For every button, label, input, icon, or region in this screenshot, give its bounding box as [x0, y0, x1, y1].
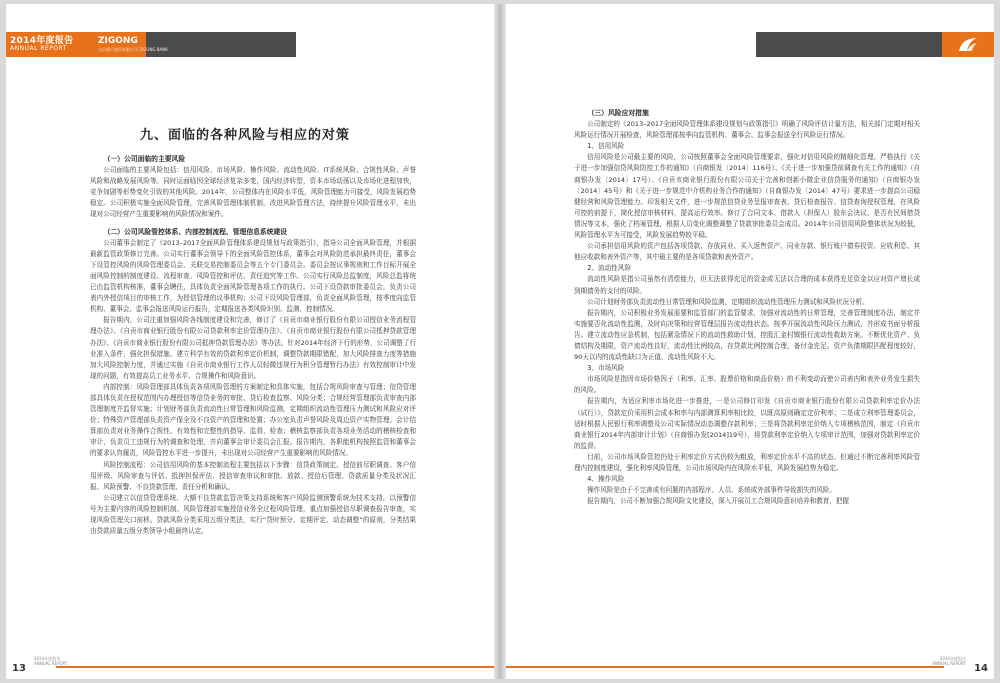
paragraph: 公司承担信用风险的资产包括各项贷款、存放同业、买入返售资产、同业存款、银行账户债券投资、应收利息、其他应收款和表外资产等，其中最主要的是各项贷款和表外资产。 — [574, 242, 920, 262]
page-number: 13 — [12, 663, 26, 674]
header-annual-report: ANNUAL REPORT — [10, 45, 68, 52]
footer-annual: ANNUAL REPORT — [932, 661, 966, 666]
left-page — [6, 4, 494, 679]
section-heading: （一）公司面临的主要风险 — [103, 155, 186, 163]
paragraph: 公司制定的《2013–2017全面风险管理体系建设规划与政策指引》明确了风险评估计量方法，相关部门定期对相关风险运行情况开展检查，风险管理部按季向监管机构、董事会、监事会报送全行风险运行情况。 — [574, 120, 920, 140]
paragraph: 报告期内，公司注重加强风险各线制度建设和完善，修订了《自贡市商业银行股份有限公司授信业务流程管理办法》、《自贡市商业银行股份有限公司贷款利率定价管理办法》、《自贡市商业银行股份有限公司抵押贷款管理办法》、《自贡市商业银行股份有限公司抵押贷款管理办法》等办法。针对2014年经济下行的形势，公司调整了行业准入条件，强化担保措施、建立科学有效的贷款利率定价机制，调整贷款期限错配，加大风险排查力度等措施加大风险控制力度，并通过实施《自贡市商业银行工作人员轻微违规行为积分管理暂行办法》有效控制审计中发现的问题，有效提高员工业务水平、合规操作和风险意识。 — [90, 316, 416, 380]
paragraph: 市场风险是指因市场价格因子（利率、汇率、股票价格和商品价格）的不利变动而使公司表内和表外业务发生损失的风险。 — [574, 375, 920, 395]
paragraph: 操作风险是由于不完善或有问题的内部程序、人员、系统或外部事件导致损失的风险。 — [587, 486, 836, 495]
left-column — [90, 154, 416, 537]
bank-logo-icon — [956, 35, 980, 54]
sub-heading: 1、信用风险 — [587, 142, 625, 151]
paragraph: 风险控制流程：公司信用风险的基本控制流程主要包括以下步骤：信贷政策制定、授信前尽职调查、客户信用评级、风险审查与评估、抵押担保评估、授信审查审议和审批、放款、授信后管理、贷款质量分类及状况汇报、风险预警、不良贷款管理、责任分析和确认。 — [90, 460, 416, 491]
paragraph: 报告期内，公司不断加强合规风险文化建设，深入开展员工合规风险意识培养和教育，把握 — [587, 497, 849, 506]
paragraph: 内部控制：风险管理部具体负责各项风险管理的方案制定和具体实施，包括合规风险审查与管理；信贷管理部具体负责在授权范围内办理授信等信贷业务的审批、贷后检查监察、风险分类；合规经营管理部负责审查内部管理制度并监督实施；计划财务部负责流动性日常管理和风险监测，定期组织流动性管理压力测试和风险应对评价；特殊资产管理部负责资产保全及不良资产的管理和处置；办公室负责声誉风险及周边资产实物管理；会计结算部负责对业务操作合规性、有效性和完整性的指导、监督、检查；稽核监察部负责各项业务活动的稽核检查和审计，负责员工违规行为的调查和处理，并向董事会审计委员会汇报。报告期内，各职能机构按照监管和董事会的要求认真履责，风险管控水平进一步提升，未出现对公司经营产生重要影响的风险情况。 — [90, 382, 416, 458]
header-banner — [6, 32, 296, 57]
paragraph: 流动性风险是指公司虽然有清偿能力，但无法获得充足的资金或无法以合理的成本获得充足资金以应对资产增长或到期债务的支付的风险。 — [574, 275, 920, 295]
sub-heading: 3、市场风险 — [587, 364, 625, 373]
header-orange-block — [6, 32, 168, 57]
book-gutter — [494, 4, 506, 679]
paragraph: 信用风险是公司最主要的风险，公司按照董事会全面风险管理要求，强化对信用风险的精细化管理。严格执行《关于进一步加强信贷风险防控工作的通知》（自商银发〔2014〕116号）、《关于进一步加强贷前调查有关工作的通知》（自商银办发〔2014〕17号）、《自贡市商业银行股份有限公司关于完善和创新小微企业信贷服务的通知》（自商银办发〔2014〕45号）和《关于进一步规范中介机构业务合作的通知》（自商银办发〔2014〕47号）要求进一步提高公司稳健经营和风险管理能力。印发相关文件，进一步规范信贷业务呈报审查表、贷后检查报告、信贷查询授权管理，在风险可控的前提下，简化授信审核材料，提高运行效率。修订了合同文本、借款人（担保人）股东会决议、是否有民间借贷情况等文本，强化了档案管理，根据人员变化调整调整了贷款审批委员会成员。2014年公司信用风险整体状况为较低，风险管理水平为可接受，风险发展趋势较平稳。 — [574, 153, 920, 240]
footer-rule — [56, 666, 494, 668]
right-page — [506, 4, 994, 679]
paragraph: 公司面临的主要风险包括：信用风险、市场风险、操作风险、流动性风险、IT系统风险、合规性风险、声誉风险和战略发展风险等。同时运面临因全球经济复杂多变，国内经济转型，资本市场动荡以及市场化进程加快，竞争加剧等形势变化引致的其他风险。2014年，公司整体内在风险水平低，风险管理能力可接受，风险发展趋势稳定。公司积极实施全面风险管理，完善风险管理体制机制，改进风险管理方法，持续提升风险管理水平，未出现对公司经营产生重要影响的风险情况和案件。 — [90, 166, 416, 219]
header-orange-block — [942, 32, 994, 57]
paragraph: 公司计划财务部负责流动性日常管理和风险监测，定期组织流动性管理压力测试和风险状况分析。 — [587, 297, 869, 306]
section-heading: （三）风险应对措施 — [587, 109, 649, 117]
paragraph: 公司建立以信贷管理系统、大额不良贷款监管决策支持系统和客户风险监测预警系统为技术支持，以预警信号为主要内容的风险控制机制。风险管理部实施授信业务全过程风险管理，重点加强授信尽职调查报告审查，实现风险管理关口前移。贷款风险分类采用五级分类法，实行“贷时预分、定期评定、动态调整”的原则，分类结果由贷款质量五级分类领导小组最终认定。 — [90, 493, 416, 536]
section-heading: （二）公司风险管控体系、内部控制流程、管理信息系统建设 — [103, 227, 288, 236]
right-column — [574, 108, 920, 507]
footer-rule — [506, 666, 944, 668]
header-banner-right — [756, 32, 994, 57]
paragraph: 报告期内，为适应利率市场化进一步推进，一是公司修订印发《自贡市商业银行股份有限公司贷款利率定价办法（试行）》，贷款定价采用机会成本和率与内部测算利率相比较，以既高原则确定定价利率；二是成立利率管理委员会，适时根据人民银行利率调整及公司实际情况动态调整存款利率；三是将贷款利率定价纳入专项稽核范围，制定《自贡市商业银行2014年内部审计计划》（自商银办发[2014]19号），将贷款利率定价纳入专项审计范围，加强对贷款利率定价的监督。 — [574, 397, 920, 450]
header-bank-sub: 自贡银行股份有限公司 ZIGONG BANK — [98, 47, 168, 52]
footer-year: 2014年度报告 — [939, 656, 966, 661]
footer-year: 2014年度报告 — [34, 656, 61, 661]
paragraph: 报告期内，公司积极业务发展需要和监管部门的监管要求，加强对流动性的日常管理，完善管理制度办法，制定并实施要否化流动性监测，及时向决策和经营管理层报告流动性状态。按季开展流动性风险压力测试，并形成书面分析报告。建立流动性应急机制，包括紧急情况下的流动性救助计划，控股汇金村镇银行流动性救助方案。不断优化资产、负债结构及期限，资产流动性良好，流动性比例较高，存贷款比例控制合理，备付金充足。资产负债期限匹配程度较好，90天以内的流动性缺口为正值，流动性风险不大。 — [574, 308, 920, 362]
right-footer — [932, 656, 988, 675]
header-year-label: 2014年度报告 — [10, 36, 74, 46]
page-title: 九、面临的各种风险与相应的对策 — [140, 128, 351, 143]
sub-heading: 2、流动性风险 — [587, 264, 631, 273]
header-brand: ZIGONG — [98, 36, 138, 46]
paragraph: 公司董事会制定了《2013–2017全面风险管理体系建设规划与政策指引》，指导公司全面风险管理，并根据最新监管政策修订完善。公司实行董事会领导下的全面风险管控体系，董事会对风险防范承担最终责任，董事会下设管控风险的风险管理委员会、关联交易控制委员会等五个专门委员会。委员会按议事规则和工作目标开展全面风险控制的制度建设、流程审查、风险管控和评估、责任追究等工作。公司实行风险总监制度，风险总监将统已由监管机构核准，董事会聘任，具体负责全面风险管理各项工作的执行。公司下设贷款审批委员会，负责公司表内外授信项目的审核工作，为授信管理的议事机构；公司下设风险管理部，负责全面风险管理，按季度向监管机构、董事会、监事会报送风险运行报告，定期报送各类风险识别、监测、控制情况。 — [90, 238, 416, 314]
paragraph: 目前，公司市场风险管控仍处于利率定价方式仍较为粗放，利率定价水平不高的状态。但通过不断完善利率风险管理内控制度建设，强化利率风险管理，公司市场风险内在风险水平低，风险发展趋势为稳定。 — [574, 452, 920, 472]
sub-heading: 4、操作风险 — [587, 475, 625, 484]
page-number: 14 — [974, 663, 988, 674]
footer-annual: ANNUAL REPORT — [34, 661, 68, 666]
